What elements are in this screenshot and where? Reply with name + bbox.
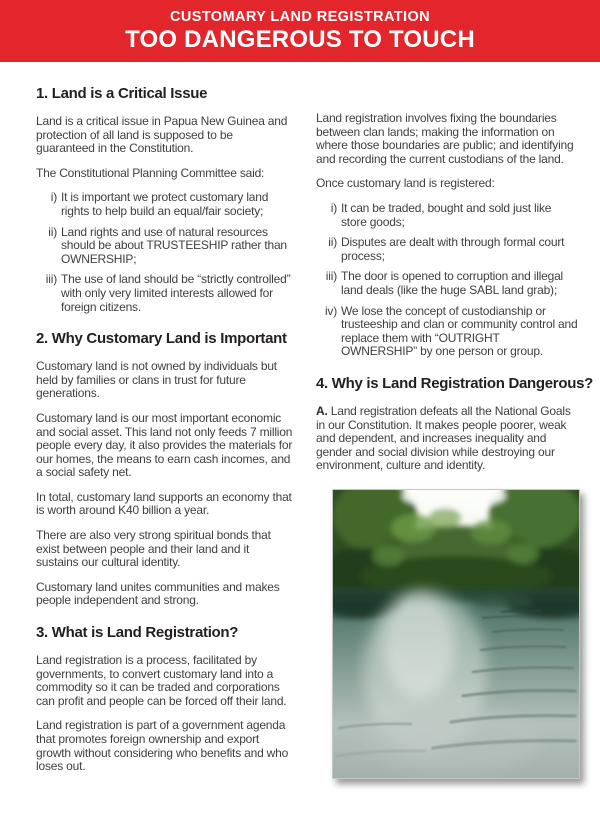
left-column	[36, 85, 293, 785]
list-item-text: The door is opened to corruption and illegal land deals (like the huge SABL land grab);	[341, 269, 564, 297]
paragraph	[316, 405, 578, 473]
point-text: Land registration defeats all the National Goals in our Constitution. It makes people poorer, weak and dependent, and increases inequality and gender and social division while destroying our environment, culture and identity.	[316, 403, 571, 473]
list-item	[316, 236, 578, 263]
list-item	[316, 270, 578, 297]
list-marker: iii)	[325, 269, 337, 284]
section-4-heading: 4. Why is Land Registration Dangerous?	[316, 374, 593, 392]
paragraph: Land registration is a process, facilitated by governments, to convert customary land into a commodity so it can be traded and corporations can profit and people can be forced off their land.	[36, 653, 287, 708]
list-item	[316, 305, 578, 359]
list-item-text: We lose the concept of custodianship or trusteeship and clan or community control and replace them with “OUTRIGHT OWNERSHIP” by one person or group.	[341, 303, 578, 359]
list-item-text: The use of land should be “strictly controlled” with only very limited interests allowed for foreign citizens.	[61, 272, 291, 314]
list-marker: ii)	[328, 235, 337, 250]
banner-subtitle: CUSTOMARY LAND REGISTRATION	[170, 9, 430, 25]
right-column	[316, 85, 593, 785]
list-marker: iv)	[324, 303, 337, 318]
paragraph: In total, customary land supports an economy that is worth around K40 billion a year.	[36, 489, 292, 518]
section-2-heading: 2. Why Customary Land is Important	[36, 330, 287, 348]
paragraph: Land registration involves fixing the boundaries between clan lands; making the information on where those boundaries are public; and identifying and recording the current custodians of the land.	[316, 111, 574, 166]
header-banner	[0, 0, 600, 62]
list-item	[36, 191, 293, 218]
list-item-text: It can be traded, bought and sold just like store goods;	[341, 200, 552, 229]
list-marker: i)	[50, 190, 57, 205]
banner-title: TOO DANGEROUS TO TOUCH	[125, 26, 475, 53]
river-photo	[332, 489, 580, 779]
paragraph: Land registration is part of a government agenda that promotes foreign ownership and export growth without considering who benefits and who loses out.	[36, 718, 289, 774]
paragraph: Once customary land is registered:	[316, 176, 495, 191]
paragraph: Land is a critical issue in Papua New Guinea and protection of all land is supposed to be guaranteed in the Constitution.	[36, 114, 288, 156]
cpc-points-list	[36, 191, 293, 314]
two-column-body	[0, 62, 600, 785]
paragraph: Customary land is not owned by individuals but held by families or clans in trust for future generations.	[36, 359, 277, 401]
list-marker: ii)	[48, 224, 57, 239]
paragraph: There are also very strong spiritual bonds that exist between people and their land and it sustains our cultural identity.	[36, 528, 271, 570]
list-item	[36, 273, 293, 314]
list-item-text: Land rights and use of natural resources should be about TRUSTEESHIP rather than OWNERSHIP;	[61, 224, 287, 266]
list-item	[316, 202, 578, 229]
list-marker: i)	[330, 200, 337, 215]
section-3-heading: 3. What is Land Registration?	[36, 624, 239, 642]
list-item-text: Disputes are dealt with through formal court process;	[341, 235, 565, 263]
list-item-text: It is important we protect customary land rights to help build an equal/fair society;	[61, 190, 269, 218]
paragraph: Customary land is our most important economic and social asset. This land not only feeds 7 million people every day, it also provides the materials for our homes, the means to earn cash incomes, and a social safety net.	[36, 410, 293, 480]
section-1-heading: 1. Land is a Critical Issue	[36, 85, 208, 102]
paragraph: Customary land unites communities and makes people independent and strong.	[36, 579, 280, 608]
registration-effects-list	[316, 202, 578, 359]
river-photo-illustration	[333, 490, 579, 778]
list-marker: iii)	[45, 272, 57, 287]
list-item	[36, 226, 293, 267]
point-label: A.	[316, 403, 328, 418]
paragraph: The Constitutional Planning Committee said:	[36, 165, 265, 180]
